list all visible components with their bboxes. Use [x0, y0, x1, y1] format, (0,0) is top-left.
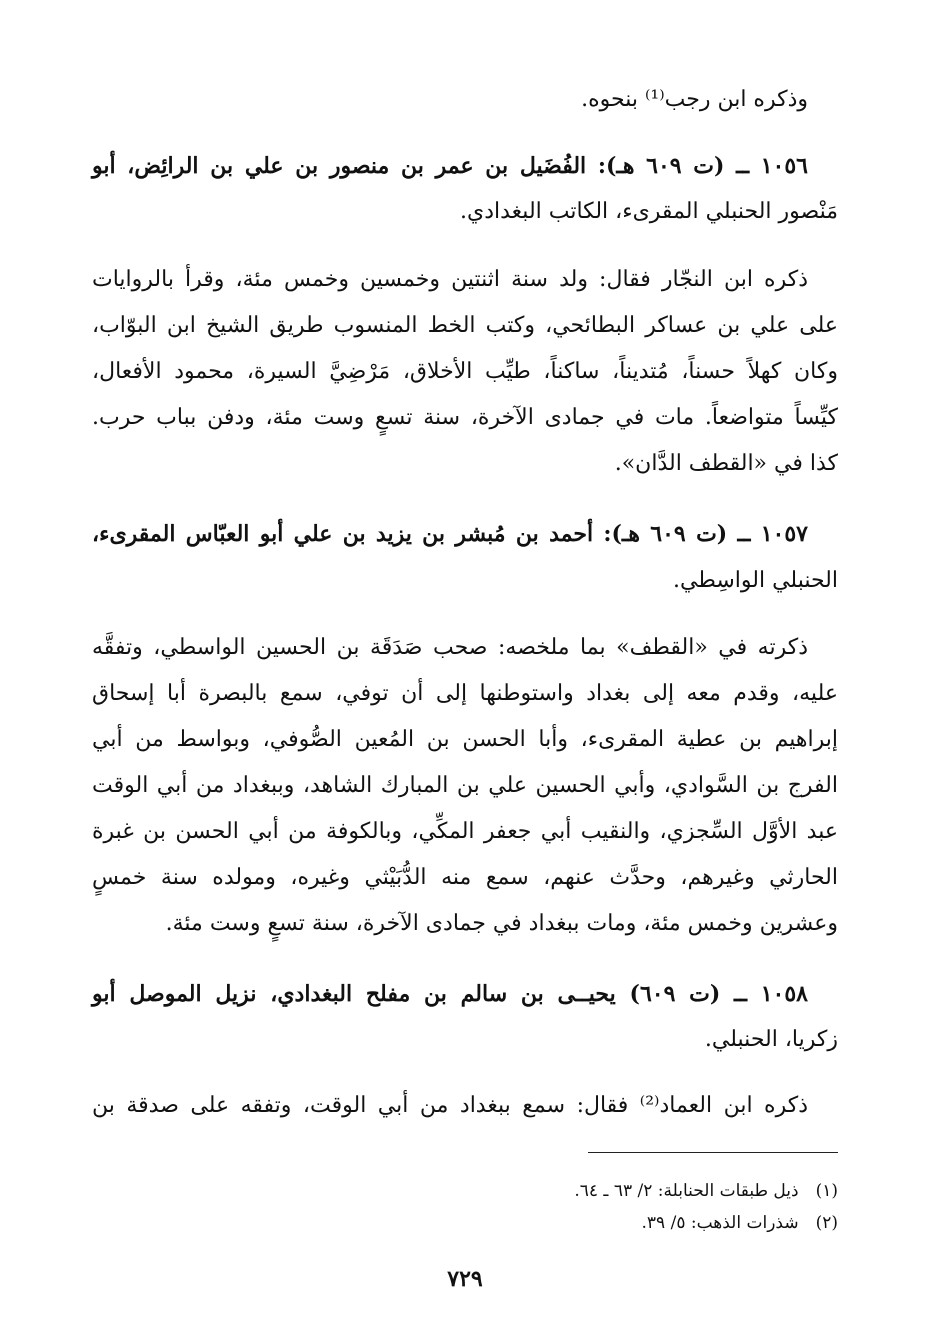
text-line: زكريا، الحنبلي.	[704, 1027, 838, 1052]
text-line: كذا في «القطف الدَّان».	[614, 451, 838, 476]
text-line: مَنْصور الحنبلي المقرىء، الكاتب البغدادي.	[460, 199, 838, 224]
page-number: ٧٢٩	[447, 1266, 483, 1292]
text-line: وكان كهلاً حسناً، مُتديناً، ساكناً، طيِّب الأخلاق، مَرْضِيَّ السيرة، محمود الأفعال،	[92, 359, 838, 384]
text-line: ذكرته في «القطف» بما ملخصه: صحب صَدَقَة بن الحسين الواسطي، وتفقَّه	[92, 635, 808, 660]
text-line: كيِّساً متواضعاً. مات في جمادى الآخرة، سنة تسعٍ وست مئة، ودفن بباب حرب.	[92, 405, 838, 430]
entry-heading-1056: ١٠٥٦ ــ (ت ٦٠٩ هـ): الفُضَيل بن عمر بن منصور بن علي بن الرائِض، أبو	[92, 153, 808, 179]
footnote-number: (١)	[815, 1181, 838, 1201]
text-line: ذكره ابن النجّار فقال: ولد سنة اثنتين وخمسين وخمس مئة، وقرأ بالروايات	[92, 267, 808, 292]
book-page	[92, 0, 838, 1337]
text-line: على علي بن عساكر البطائحي، وكتب الخط المنسوب طريق الشيخ ابن البوّاب،	[92, 313, 838, 338]
text-line: عبد الأوَّل السِّجزي، والنقيب أبي جعفر المكِّي، وبالكوفة من أبي الحسن بن غبرة	[92, 819, 838, 844]
text-line: عليه، وقدم معه إلى بغداد واستوطنها إلى أن توفي، سمع بالبصرة أبا إسحاق	[92, 681, 838, 706]
text-line: وعشرين وخمس مئة، ومات ببغداد في جمادى الآخرة، سنة تسعٍ وست مئة.	[165, 911, 838, 936]
footnote-divider	[588, 1152, 838, 1153]
text-line: وذكره ابن رجب⁽¹⁾ بنحوه.	[581, 87, 808, 112]
text-line: الحارثي وغيرهم، وحدَّث عنهم، سمع منه الدُّبَيْثي وغيره، ومولده سنة خمسٍ	[92, 865, 838, 890]
footnote-text: شذرات الذهب: ٥/ ٣٩.	[641, 1213, 799, 1233]
text-line: إبراهيم بن عطية المقرىء، وأبا الحسن بن المُعين الصُّوفي، وبواسط من أبي	[92, 727, 838, 752]
footnote-2	[92, 1210, 838, 1236]
footnote-1	[92, 1178, 838, 1204]
entry-heading-1057: ١٠٥٧ ــ (ت ٦٠٩ هـ): أحمد بن مُبشر بن يزيد بن علي أبو العبّاس المقرىء،	[92, 521, 808, 547]
text-line: ذكره ابن العماد⁽²⁾ فقال: سمع ببغداد من أبي الوقت، وتفقه على صدقة بن	[92, 1093, 808, 1118]
entry-heading-1058: ١٠٥٨ ــ (ت ٦٠٩) يحيــى بن سالم بن مفلح البغدادي، نزيل الموصل أبو	[92, 981, 808, 1007]
footnote-number: (٢)	[815, 1213, 838, 1233]
text-line: الفرج بن السَّوادي، وأبي الحسين علي بن المبارك الشاهد، وببغداد من أبي الوقت	[92, 773, 838, 798]
text-line: الحنبلي الواسِطي.	[672, 568, 838, 593]
footnote-text: ذيل طبقات الحنابلة: ٢/ ٦٣ ـ ٦٤.	[574, 1181, 799, 1201]
